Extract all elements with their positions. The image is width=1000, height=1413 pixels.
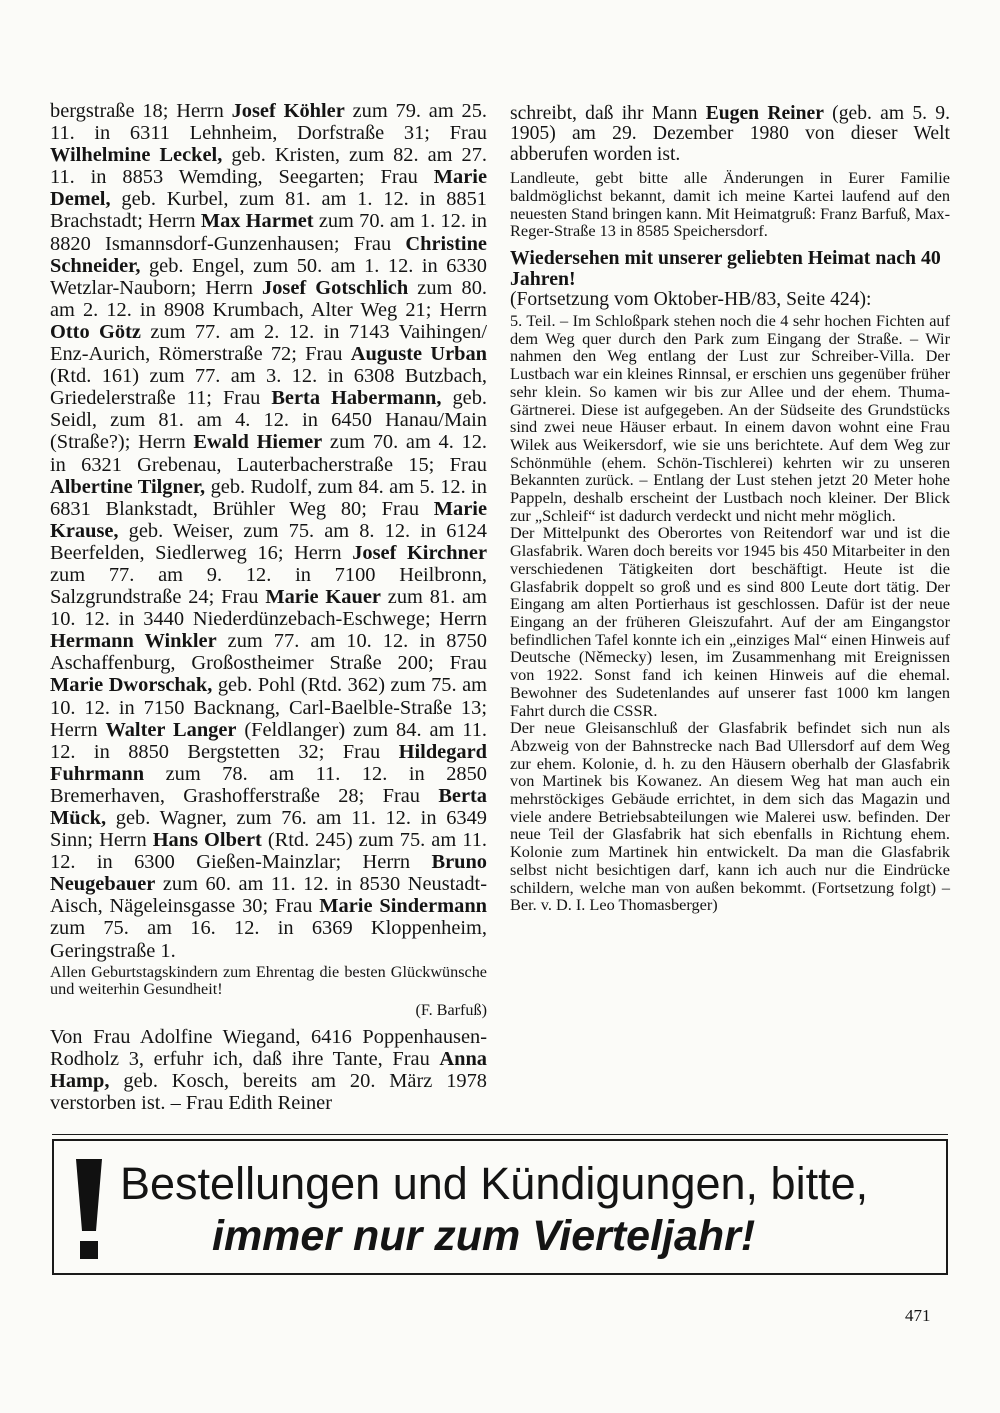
person-name: Marie Dworschak,: [50, 674, 213, 697]
left-column: [50, 100, 487, 1114]
person-name: Otto Götz: [50, 320, 141, 343]
banner-top-rule: [52, 1134, 948, 1135]
article-paragraph-1: 5. Teil. – Im Schloßpark stehen noch die 4 sehr hochen Fichten auf dem Weg quer durch den Park zum Eingang der Straße. – Wir nahmen den Weg entlang der Lust zur Schreiber-Villa. Der Lustbach war ein kleines Rinnsal, er erschien uns gegenüber früher sehr klein. So kamen wir bis zur Allee und der ehem. Thuma-Gärtnerei. Diese ist aufgegeben. An der Südseite des Grundstücks sind zwei neue Häuser erbaut. In einem davon wohnt eine Frau Wilek aus Weikersdorf, wie sie uns berichtete. Auf dem Weg zur Schönmühle (ehem. Schön-Tischlerei) kehrten wir zu unseren Bekannten zurück. – Entlang der Lust stehen jetzt 20 Meter hohe Pappeln, deshalb erscheint der Lustbach noch kleiner. Der Blick zur „Schleif“ ist dadurch verdeckt und nicht mehr möglich.: [510, 311, 950, 525]
person-name: Christine Schneider,: [50, 232, 487, 277]
person-name: Eugen Reiner: [705, 103, 824, 124]
person-name: Marie Sindermann: [319, 895, 488, 918]
person-name: Hans Olbert: [152, 829, 262, 852]
signature: (F. Barfuß): [415, 1001, 487, 1020]
banner-line-1: Bestellungen und Kündigungen, bitte,: [120, 1158, 869, 1209]
person-name: Josef Köhler: [231, 100, 345, 122]
person-name: Josef Gotschlich: [262, 276, 409, 299]
person-name: Max Harmet: [200, 210, 314, 233]
appeal-paragraph: Landleute, gebt bitte alle Änderungen in Eurer Familie baldmöglichst bekannt, damit ich meine Kartei laufend auf den neuesten Stand bringen kann. Mit Heimatgruß: Franz Barfuß, Max-Reger-Straße 13 in 8585 Speichersdorf.: [510, 168, 950, 241]
person-name: Marie Kauer: [265, 586, 381, 609]
person-name: Walter Langer: [105, 718, 237, 741]
person-name: Anna Hamp,: [50, 1048, 487, 1093]
person-name: Albertine Tilgner,: [50, 475, 206, 498]
person-name: Hermann Winkler: [50, 630, 217, 653]
birthday-wishes: Allen Geburtstagskindern zum Ehrentag die besten Glückwünsche und weiterhin Gesundheit!: [50, 962, 487, 999]
continuation-note: (Fortsetzung vom Oktober-HB/83, Seite 424):: [510, 288, 872, 310]
person-name: Josef Kirchner: [352, 541, 487, 564]
obituary-continuation: schreibt, daß ihr Mann Eugen Reiner (geb. am 5. 9. 1905) am 29. Dezember 1980 von dieser Welt abberufen worden ist.: [510, 103, 950, 165]
person-name: Ewald Hiemer: [193, 431, 323, 454]
birthday-list-paragraph: bergstraße 18; Herrn Josef Köhler zum 79. am 25. 11. in 6311 Lehnheim, Dorfstraße 31; Frau Wilhelmine Leckel, geb. Kristen, zum 82. am 27. 11. in 8853 Wemding, Seegarten; Frau Marie Demel, geb. Kurbel, zum 81. am 1. 12. in 8851 Brachstadt; Herrn Max Harmet zum 70. am 1. 12. in 8820 Ismannsdorf-Gunzenhausen; Frau Christine Schneider, geb. Engel, zum 50. am 1. 12. in 6330 Wetzlar-Nauborn; Herrn Josef Gotschlich zum 80. am 2. 12. in 8908 Krumbach, Alter Weg 21; Herrn Otto Götz zum 77. am 2. 12. in 7143 Vaihingen/ Enz-Aurich, Römerstraße 72; Frau Auguste Urban (Rtd. 161) zum 77. am 3. 12. in 6308 Butzbach, Griedelerstraße 11; Frau Berta Habermann, geb. Seidl, zum 81. am 4. 12. in 6450 Hanau/Main (Straße?); Herrn Ewald Hiemer zum 70. am 4. 12. in 6321 Grebenau, Lauterbacherstraße 15; Frau Albertine Tilgner, geb. Rudolf, zum 84. am 5. 12. in 6831 Blankstadt, Brühler Weg 80; Frau Marie Krause, geb. Weiser, zum 75. am 8. 12. in 6124 Beerfelden, Siedlerweg 16; Herrn Josef Kirchner zum 77. am 9. 12. in 7100 Heilbronn, Salzgrundstraße 24; Frau Marie Kauer zum 81. am 10. 12. in 3440 Niederdünzebach-Eschwege; Herrn Hermann Winkler zum 77. am 10. 12. in 8750 Aschaffenburg, Großostheimer Straße 200; Frau Marie Dworschak, geb. Pohl (Rtd. 362) zum 75. am 10. 12. in 7150 Backnang, Carl-Baelble-Straße 13; Herrn Walter Langer (Feldlanger) zum 84. am 11. 12. in 8850 Bergstetten 32; Frau Hildegard Fuhrmann zum 78. am 11. 12. in 2850 Bremerhaven, Grashofferstraße 28; Frau Berta Mück, geb. Wagner, zum 76. am 11. 12. in 6349 Sinn; Herrn Hans Olbert (Rtd. 245) zum 75. am 11. 12. in 6300 Gießen-Mainzlar; Herrn Bruno Neugebauer zum 60. am 11. 12. in 8530 Neustadt-Aisch, Nägeleinsgasse 30; Frau Marie Sindermann zum 75. am 16. 12. in 6369 Kloppenheim, Geringstraße 1.: [50, 100, 488, 962]
person-name: Marie Krause,: [50, 497, 487, 542]
exclamation-icon: [74, 1153, 104, 1263]
person-name: Bruno Neugebauer: [50, 851, 487, 896]
banner-line-2: immer nur zum Vierteljahr!: [212, 1212, 756, 1260]
person-name: Auguste Urban: [350, 343, 487, 366]
article-paragraph-3: Der neue Gleisanschluß der Glasfabrik befindet sich nun als Abzweig von der Bahnstrecke nach Bad Ullersdorf auf dem Weg zur ehem. Kolonie, d. h. zu den Häusern oberhalb der Glasfabrik von Martinek bis Kowanez. An diesem Weg hat man auch ein mehrstöckiges Gebäude errichtet, in dem sich das Magazin und viele andere Betriebsabteilungen wie Malerei usw. befinden. Der neue Teil der Glasfabrik hat sich ebenfalls in Richtung ehem. Kolonie zum Martinek hin entwickelt. Da man die Glasfabrik selbst nicht besichtigen darf, kann ich auch nur die Eindrücke schildern, welche man von außen bekommt. (Fortsetzung folgt) – Ber. v. D. I. Leo Thomasberger): [510, 718, 950, 915]
article-heading: Wiedersehen mit unserer geliebten Heimat nach 40 Jahren!: [510, 247, 941, 290]
person-name: Hildegard Fuhrmann: [50, 740, 487, 785]
article-paragraph-2: Der Mittelpunkt des Oberortes von Reitendorf war und ist die Glasfabrik. Waren doch bereits vor 1945 bis 450 Mitarbeiter in den verschiedenen Tätigkeiten dort beschäftigt. Heute ist die Glasfabrik doppelt so groß und es sind 800 Leute dort tätig. Der Eingang am alten Portierhaus ist geschlossen. Dafür ist der neue Eingang an der früheren Gleiszufahrt. Auf der am Eingangstor befindlichen Tafel konnte ich ein „einziges Mal“ einen Hinweis auf Deutsche (Německy) lesen, im Zusammenhang mit Ereignissen von 1922. Sonst fand ich keinen Hinweis auf die ehemal. Bewohner des Sudetenlandes auf unserer fast 1000 km langen Fahrt durch die CSSR.: [510, 523, 950, 720]
right-column: [510, 104, 950, 914]
person-name: Wilhelmine Leckel,: [50, 144, 223, 167]
person-name: Marie Demel,: [50, 166, 487, 211]
person-name: Berta Habermann,: [271, 387, 442, 410]
obituary-paragraph: Von Frau Adolfine Wiegand, 6416 Poppenhausen-Rodholz 3, erfuhr ich, daß ihre Tante, Frau Anna Hamp, geb. Kosch, bereits am 20. März 1978 verstorben ist. – Frau Edith Reiner: [50, 1026, 487, 1115]
person-name: Berta Mück,: [50, 784, 487, 829]
page-number: 471: [905, 1306, 931, 1325]
notice-banner: [52, 1139, 948, 1275]
